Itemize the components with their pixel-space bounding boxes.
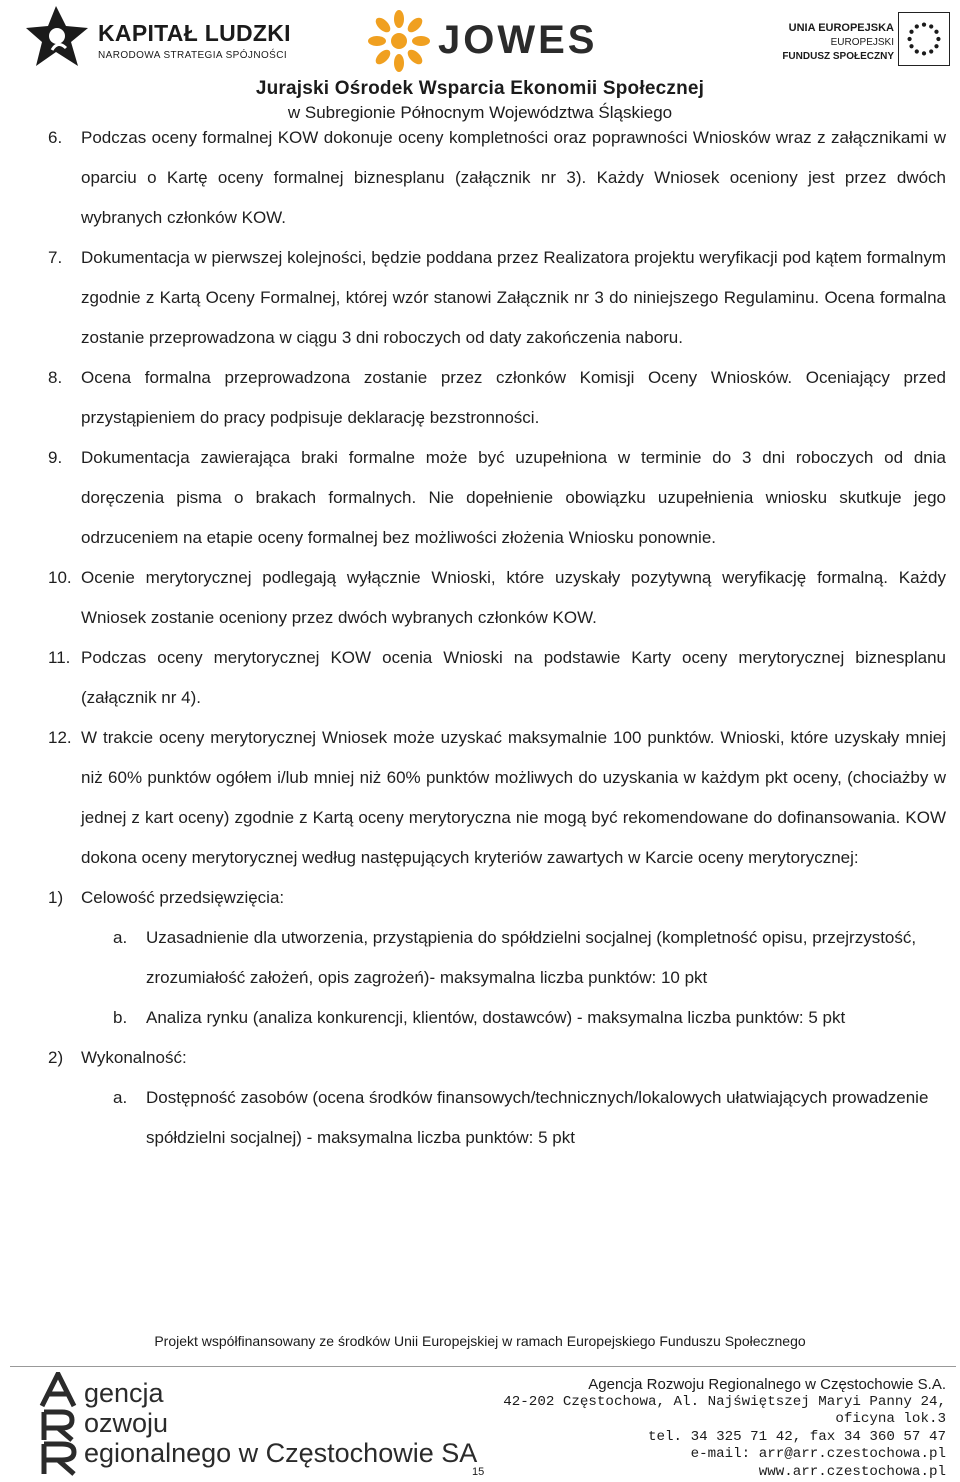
item-number: 6.	[48, 128, 63, 147]
criterion-title: Wykonalność:	[81, 1048, 187, 1067]
eu-star-icon	[929, 49, 933, 53]
eu-star-icon	[922, 22, 926, 26]
arr-logo-line1: gencja	[84, 1378, 164, 1408]
item-text: Ocena formalna przeprowadzona zostanie przez członków Komisji Oceny Wniosków. Oceniający przed przystąpieniem do pracy podpisuje deklarację bezstronności.	[81, 368, 946, 427]
eu-line1: UNIA EUROPEJSKA	[788, 22, 894, 34]
eu-star-icon	[909, 44, 913, 48]
agency-address: 42-202 Częstochowa, Al. Najświętszej Maryi Panny 24, oficyna lok.3	[503, 1393, 946, 1428]
page-number: 15	[472, 1466, 485, 1478]
list-item	[48, 238, 946, 358]
criterion-number: 2)	[48, 1048, 64, 1067]
arr-logo-line3: egionalnego w Częstochowie SA	[84, 1438, 478, 1468]
item-number: 10.	[48, 568, 72, 587]
item-number: 11.	[48, 648, 71, 667]
jowes-sun-icon	[368, 10, 430, 72]
criterion-title: Celowość przedsięwzięcia:	[81, 888, 285, 907]
eu-star-icon	[915, 24, 919, 28]
subitem-letter: a.	[113, 928, 128, 947]
criterion-subitem	[113, 1078, 946, 1158]
agency-email: e-mail: arr@arr.czestochowa.pl	[690, 1446, 946, 1463]
agency-name: Agencja Rozwoju Regionalnego w Częstochowie S.A.	[588, 1376, 946, 1393]
criterion-subitem	[113, 918, 946, 998]
item-text: Dokumentacja w pierwszej kolejności, będzie poddana przez Realizatora projektu weryfikacji pod kątem formalnym zgodnie z Kartą Oceny Formalnej, której wzór stanowi Załącznik nr 3 do niniejszego Regulaminu. Ocena formalna zostanie przeprowadzona w ciągu 3 dni roboczych od daty zakończenia naboru.	[81, 248, 946, 347]
item-number: 12.	[48, 728, 72, 747]
eu-star-icon	[922, 51, 926, 55]
page-header	[0, 0, 960, 126]
kapital-ludzki-title: KAPITAŁ LUDZKI	[98, 20, 291, 46]
jowes-logo	[368, 6, 598, 72]
eu-star-icon	[934, 44, 938, 48]
eu-star-icon	[936, 37, 940, 41]
eu-logo	[752, 10, 952, 72]
item-number: 7.	[48, 248, 63, 267]
footer-divider	[10, 1366, 956, 1367]
kapital-ludzki-star-icon	[26, 4, 102, 74]
subitem-text: Uzasadnienie dla utworzenia, przystąpienia do spółdzielni socjalnej (kompletność opisu, przejrzystość, zrozumiałość założeń, opis zagrożeń)- maksymalna liczba punktów: 10 pkt	[146, 928, 917, 987]
org-title: Jurajski Ośrodek Wsparcia Ekonomii Społecznej	[255, 78, 705, 99]
eu-star-icon	[934, 30, 938, 34]
list-item	[48, 558, 946, 638]
arr-logo-line2: ozwoju	[84, 1408, 169, 1438]
criterion-subitem	[113, 998, 946, 1038]
item-number: 8.	[48, 368, 63, 387]
item-text: Ocenie merytorycznej podlegają wyłącznie Wnioski, które uzyskały pozytywną weryfikację formalną. Każdy Wniosek zostanie oceniony przez dwóch wybranych członków KOW.	[81, 568, 946, 627]
agency-website: www.arr.czestochowa.pl	[758, 1463, 946, 1480]
criterion-heading	[48, 1038, 946, 1078]
criterion-heading	[48, 878, 946, 918]
subitem-text: Analiza rynku (analiza konkurencji, klientów, dostawców) - maksymalna liczba punktów: 5 pkt	[146, 1008, 846, 1027]
cofinancing-note: Projekt współfinansowany ze środków Unii Europejskiej w ramach Europejskiego Funduszu Społecznego	[154, 1333, 806, 1349]
list-item	[48, 718, 946, 878]
eu-star-icon	[929, 24, 933, 28]
subitem-text: Dostępność zasobów (ocena środków finansowych/technicznych/lokalowych ułatwiających prowadzenie spółdzielni socjalnej) - maksymalna liczba punktów: 5 pkt	[146, 1088, 929, 1147]
eu-flag-icon	[898, 12, 950, 66]
kapital-ludzki-subtitle: NARODOWA STRATEGIA SPÓJNOŚCI	[98, 50, 288, 61]
eu-star-icon	[915, 49, 919, 53]
item-text: W trakcie oceny merytorycznej Wniosek może uzyskać maksymalnie 100 punktów. Wnioski, które uzyskały mniej niż 60% punktów ogółem i/lub mniej niż 60% punktów możliwych do uzyskania w każdym pkt oceny, (chociażby w jednej z kart oceny) zgodnie z Kartą oceny merytoryczna nie mogą być rekomendowane do dofinansowania. KOW dokona oceny merytorycznej według następujących kryteriów zawartych w Karcie oceny merytorycznej:	[81, 728, 946, 867]
regulation-content	[48, 118, 946, 1158]
agency-contact	[486, 1376, 946, 1482]
agency-phone: tel. 34 325 71 42, fax 34 360 57 47	[648, 1428, 946, 1445]
org-subtitle: w Subregionie Północnym Województwa Śląskiego	[287, 103, 673, 122]
eu-star-icon	[909, 30, 913, 34]
list-item	[48, 358, 946, 438]
item-text: Podczas oceny merytorycznej KOW ocenia Wnioski na podstawie Karty oceny merytorycznej biznesplanu (załącznik nr 4).	[81, 648, 946, 707]
jowes-wordmark: JOWES	[438, 18, 598, 62]
subitem-letter: a.	[113, 1088, 128, 1107]
criterion-number: 1)	[48, 888, 64, 907]
list-item	[48, 118, 946, 238]
subitem-letter: b.	[113, 1008, 128, 1027]
item-text: Dokumentacja zawierająca braki formalne może być uzupełniona w terminie do 3 dni roboczych od dnia doręczenia pisma o brakach formalnych. Nie dopełnienie obowiązku uzupełnienia wniosku skutkuje jego odrzuceniem na etapie oceny formalnej bez możliwości złożenia Wniosku ponownie.	[81, 448, 946, 547]
eu-star-icon	[907, 37, 911, 41]
item-text: Podczas oceny formalnej KOW dokonuje oceny kompletności oraz poprawności Wniosków wraz z załącznikami w oparciu o Kartę oceny formalnej biznesplanu (załącznik nr 3). Każdy Wniosek oceniony jest przez dwóch wybranych członków KOW.	[81, 128, 946, 227]
list-item	[48, 638, 946, 718]
arr-logo	[36, 1372, 478, 1476]
item-number: 9.	[48, 448, 63, 467]
kapital-ludzki-logo	[26, 4, 291, 74]
eu-line2: EUROPEJSKI	[830, 37, 894, 48]
list-item	[48, 438, 946, 558]
eu-line3: FUNDUSZ SPOŁECZNY	[782, 51, 894, 62]
